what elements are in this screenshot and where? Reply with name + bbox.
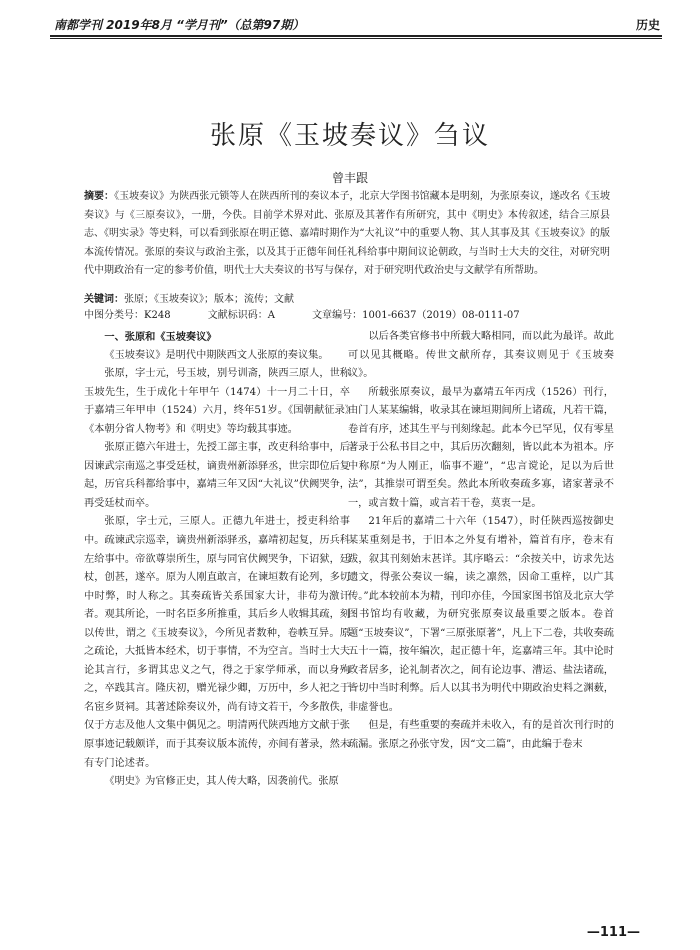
body-paragraph: 21年后的嘉靖二十六年（1547），时任陕西巡按御史某某重刻是书，于旧本之外复有增补，篇首有序，卷末有跋，叙其刊刻始末甚详。其序略云：“余按关中，访求先达遗文，得张公奏议一编，读之凛然，因命工重梓，以广其传。”此本较前本为精，刊印亦佳，今国家图书馆及北京大学图书馆均有收藏，为研究张原奏议最重要之版本。卷首题“玉坡奏议”，下署“三原张原著”，凡上下二卷，共收奏疏五十一篇，按年编次，起正德十年，迄嘉靖三年。其中论时政者居多，论礼制者次之，间有论边事、漕运、盐法诸疏，皆切中当时利弊。后人以其书为明代中期政治史料之渊薮，非虚誉也。 [348,516,614,713]
keywords-text: 张原；《玉坡奏议》；版本；流传；文献 [124,294,294,305]
section-label: 历史 [635,18,660,32]
keywords-label: 关键词： [84,294,124,305]
keywords [84,290,610,305]
body-paragraph: 张原正德六年进士，先授工部主事，改吏科给事中，后因谏武宗南巡之事受廷杖，谪贵州新添驿丞，世宗即位后复起，历官兵科都给事中，嘉靖三年又因“大礼议”伏阙哭争，再受廷杖而卒。 [84,442,350,509]
clc-number: 中图分类号：K248 [84,310,171,321]
journal-name: 南都学刊 2019年8月 “学月刊”（总第97期） [54,18,305,32]
header-rule-thin [50,38,662,39]
body-paragraph: 所载张原奏议，最早为嘉靖五年丙戌（1526）刊行，由门人某某编辑，收录其在谏垣期间所上诸疏，凡若干篇，卷首有序，述其生平与刊刻缘起。此本今已罕见，仅有零星著录于公私书目之中，其后历次翻刻，皆以此本为祖本。序中称原“为人刚正，临事不避”，“忠言谠论，足以为后世法”，其推崇可谓至矣。然此本所收奏疏多寡，诸家著录不一，或言数十篇，或言若干卷，莫衷一是。 [348,386,614,509]
abstract-label: 摘要： [84,191,115,202]
section-heading: 一、张原和《玉坡奏议》 [104,331,217,343]
body-paragraph: 《明史》为官修正史，其人传大略，因袭前代。张原 [104,776,339,788]
document-code: 文献标识码：A [207,310,275,321]
abstract-text: 《玉坡奏议》为陕西张元锁等人在陕西所刊的奏议本子，北京大学图书馆藏本是明刻，为张原奏议，遂改名《玉坡奏议》与《三原奏议》，一册，今佚。目前学术界对此、张原及其著作有所研究，其中《明史》本传叙述，结合三原县志、《明实录》等史料，可以看到张原在明正德、嘉靖时期作为“大礼议”中的重要人物、其人其事及其《玉坡奏议》的版本流传情况。张原的奏议与政治主张，以及其于正德年间任礼科给事中期间议论朝政，与当时士大夫的交往，对研究明代中期政治有一定的参考价值，明代士大夫奏议的书写与保存，对于研究明代政治史与文献学有所帮助。 [84,191,611,276]
body-paragraph: 张原，字士元，号玉坡，别号训斋，陕西三原人，世称玉坡先生，生于成化十年甲午（1474）十一月二十日，卒于嘉靖三年甲申（1524）六月，终年51岁。《国朝献征录》《本朝分省人物考》和《明史》等均载其事迹。 [84,368,350,435]
body-column-left [84,328,350,792]
article-title: 张原《玉坡奏议》刍议 [209,121,490,151]
body-paragraph: 《玉坡奏议》是明代中期陕西文人张原的奏议集。 [104,349,329,361]
article-number: 文章编号：1001-6637（2019）08-0111-07 [312,310,520,321]
classification-line [84,306,610,321]
body-paragraph: 但是，有些重要的奏疏并未收入，有的是首次刊行时的疏漏。张原之孙张守发，因“文二篇”，由此编于卷末 [348,720,614,751]
body-paragraph: 以后各类官修书中所载大略相同，而以此为最详。故此可以见其概略。传世文献所存，其奏议则见于《玉坡奏议》。 [348,331,614,380]
header-rule [50,35,662,37]
body-paragraph: 张原，字士元，三原人。正德九年进士，授吏科给事中。疏谏武宗巡幸，谪贵州新添驿丞，嘉靖初起复，历兵科左给事中。帝欲尊崇所生，原与同官伏阙哭争，下诏狱，廷杖，创甚，遂卒。原为人刚直敢言，在谏垣数有论列，多切中时弊，时人称之。其奏疏皆关系国家大计，非苟为激讦者。观其所论，一时名臣多所推重，其后乡人收辑其疏，刻以传世，谓之《玉坡奏议》，今所见者数种，卷帙互异。原之疏论，大抵皆本经术，切于事情，不为空言。当时士大夫论其言行，多谓其忠义之气，得之于家学师承，而以身殉之，卒践其言。隆庆初，赠光禄少卿，万历中，乡人祀之于名宦乡贤祠。其著述除奏议外，尚有诗文若干，今多散佚，仅于方志及他人文集中偶见之。明清两代陕西地方文献于张原事迹记载颇详，而于其奏议版本流传，亦间有著录，然未有专门论述者。 [84,516,350,769]
article-author: 曾丰跟 [331,171,368,185]
abstract [84,188,610,281]
page-number: —111— [586,925,640,940]
running-header [50,10,662,34]
body-column-right [348,328,614,755]
